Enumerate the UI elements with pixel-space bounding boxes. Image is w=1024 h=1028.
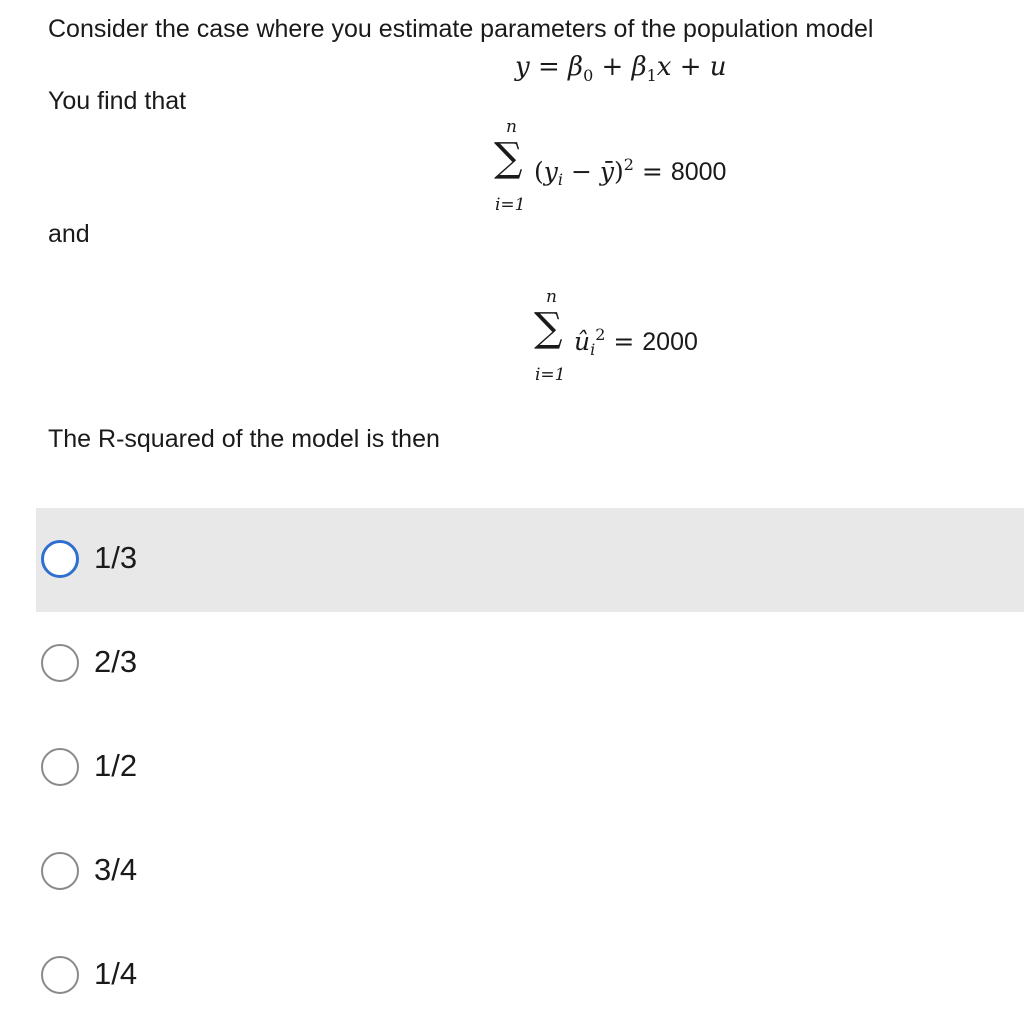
- radio-icon[interactable]: [41, 644, 79, 682]
- answer-label: 3/4: [94, 852, 138, 887]
- model-u: u: [709, 52, 727, 82]
- ssr-upper-limit: n: [546, 287, 557, 307]
- sst-eq: =: [641, 157, 663, 186]
- sst-yi-sub: i: [557, 170, 564, 189]
- sst-open: (: [534, 157, 544, 186]
- answer-option-5[interactable]: [36, 924, 1024, 1028]
- sst-lower-limit: i=1: [495, 195, 526, 215]
- sst-minus: −: [570, 157, 592, 186]
- sst-yi: y: [543, 157, 558, 186]
- answer-label: 1/4: [94, 956, 138, 991]
- answer-option-2[interactable]: [36, 612, 1024, 716]
- answer-option-4[interactable]: [36, 820, 1024, 924]
- ssr-uhat-sub: i: [590, 340, 596, 359]
- answer-option-3[interactable]: [36, 716, 1024, 820]
- answer-label: 1/3: [94, 540, 138, 575]
- sst-power: 2: [623, 155, 634, 174]
- model-b0: β: [568, 52, 584, 82]
- radio-icon[interactable]: [41, 956, 79, 994]
- sst-upper-limit: n: [506, 117, 517, 137]
- answer-label: 1/2: [94, 748, 138, 783]
- model-equation: [515, 52, 727, 91]
- ssr-eq: =: [613, 327, 635, 356]
- question-intro: Consider the case where you estimate parameters of the population model: [48, 15, 874, 43]
- model-b1-sub: 1: [646, 66, 657, 86]
- sst-sum-sign: ∑: [494, 135, 523, 181]
- ssr-value: 2000: [642, 328, 698, 356]
- you-find-text: You find that: [48, 87, 187, 115]
- ssr-lower-limit: i=1: [535, 365, 566, 385]
- ssr-uhat: û: [574, 327, 591, 356]
- sst-ybar: ȳ: [599, 157, 614, 186]
- model-plus1: +: [601, 52, 624, 82]
- model-lhs: y: [515, 52, 530, 82]
- model-b0-sub: 0: [583, 66, 594, 86]
- and-text: and: [48, 220, 90, 248]
- model-b1: β: [631, 52, 647, 82]
- ssr-term: [574, 320, 698, 365]
- answer-label: 2/3: [94, 644, 138, 679]
- sst-term: [534, 150, 726, 195]
- radio-selected-icon[interactable]: [41, 540, 79, 578]
- answer-option-1[interactable]: [36, 508, 1024, 612]
- ssr-equation: [530, 282, 790, 392]
- sst-equation: [490, 112, 790, 222]
- sst-value: 8000: [670, 158, 727, 186]
- ssr-power: 2: [595, 325, 606, 344]
- question-prompt: The R-squared of the model is then: [48, 425, 440, 453]
- ssr-sum-sign: ∑: [534, 305, 563, 351]
- model-plus2: +: [679, 52, 702, 82]
- radio-icon[interactable]: [41, 852, 79, 890]
- model-x: x: [656, 52, 672, 82]
- sst-close: ): [614, 157, 624, 186]
- radio-icon[interactable]: [41, 748, 79, 786]
- model-eq: =: [537, 52, 560, 82]
